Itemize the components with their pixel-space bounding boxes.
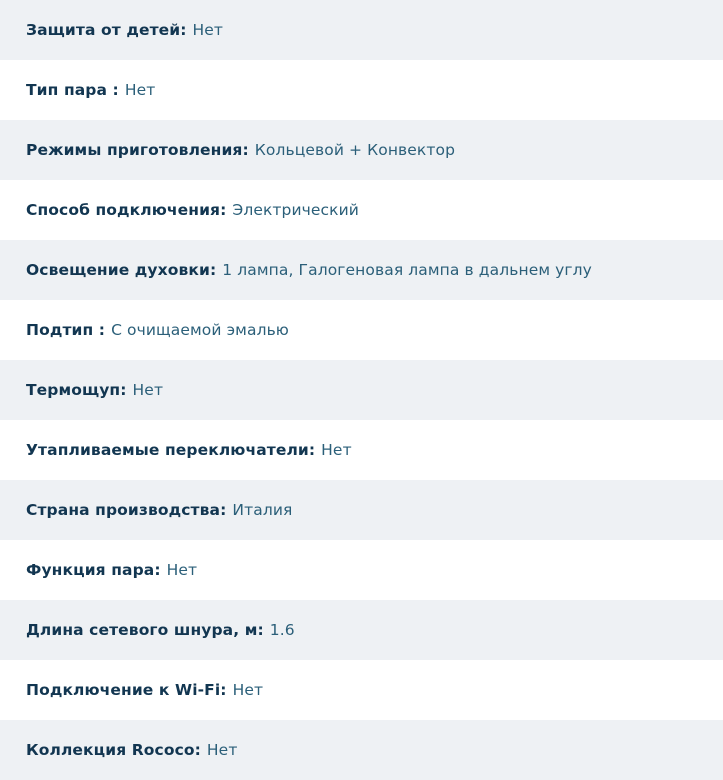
spec-label: Подтип : (26, 321, 106, 339)
spec-label: Термощуп: (26, 381, 127, 399)
spec-row (0, 60, 723, 120)
spec-row (0, 600, 723, 660)
spec-value: С очищаемой эмалью (111, 321, 289, 339)
spec-row (0, 540, 723, 600)
spec-row (0, 420, 723, 480)
spec-row (0, 660, 723, 720)
spec-value: 1.6 (269, 621, 295, 639)
spec-label: Функция пара: (26, 561, 161, 579)
spec-value: Италия (232, 501, 293, 519)
spec-row (0, 240, 723, 300)
spec-label: Страна производства: (26, 501, 227, 519)
spec-value: Кольцевой + Конвектор (254, 141, 456, 159)
spec-label: Защита от детей: (26, 21, 187, 39)
spec-label: Подключение к Wi-Fi: (26, 681, 227, 699)
spec-row (0, 360, 723, 420)
spec-value: Нет (192, 21, 224, 39)
spec-row (0, 120, 723, 180)
spec-value: Нет (206, 741, 238, 759)
spec-row (0, 480, 723, 540)
spec-value: Нет (124, 81, 156, 99)
spec-value: Нет (321, 441, 352, 459)
spec-row (0, 0, 723, 60)
spec-label: Коллекция Rococo: (26, 741, 201, 759)
spec-value: Нет (232, 681, 264, 699)
spec-label: Режимы приготовления: (26, 141, 249, 159)
spec-value: Электрический (232, 201, 359, 219)
spec-value: Нет (166, 561, 198, 579)
spec-label: Освещение духовки: (26, 261, 217, 279)
spec-row (0, 180, 723, 240)
spec-row (0, 720, 723, 780)
spec-label: Способ подключения: (26, 201, 227, 219)
spec-value: Нет (132, 381, 164, 399)
spec-value: 1 лампа, Галогеновая лампа в дальнем углу (222, 261, 592, 279)
spec-row (0, 300, 723, 360)
spec-label: Длина сетевого шнура, м: (26, 621, 264, 639)
spec-label: Утапливаемые переключатели: (26, 441, 316, 459)
spec-label: Тип пара : (26, 81, 119, 99)
